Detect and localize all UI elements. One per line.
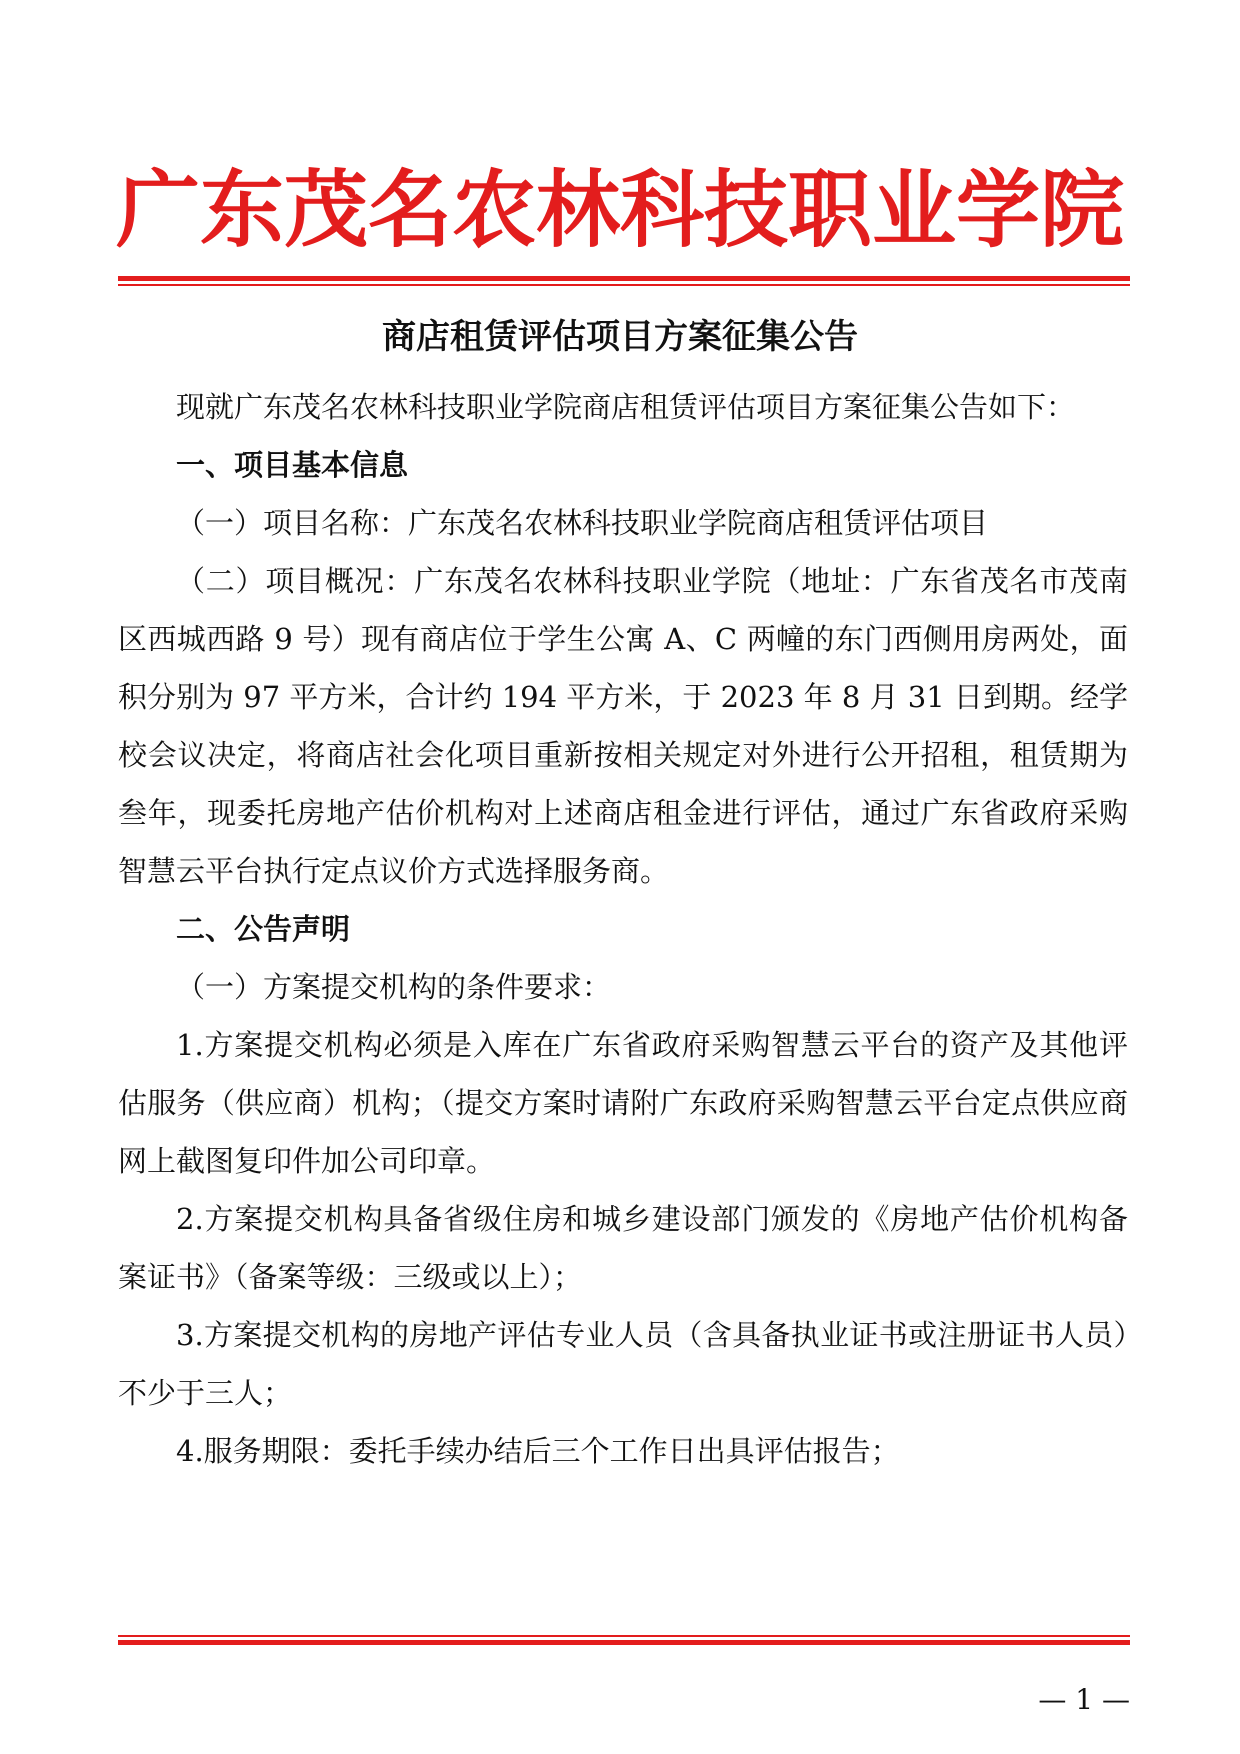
- document-title: 商店租赁评估项目方案征集公告: [382, 317, 858, 357]
- requirement-item-4: 4.服务期限：委托手续办结后三个工作日出具评估报告；: [176, 1434, 900, 1468]
- section-heading-project-info: 一、项目基本信息: [176, 448, 409, 482]
- intro-paragraph: 现就广东茂名农林科技职业学院商店租赁评估项目方案征集公告如下：: [176, 390, 1076, 424]
- footer-divider: [118, 1635, 1130, 1645]
- requirement-item-2: 2.方案提交机构具备省级住房和城乡建设部门颁发的《房地产估价机构备案证书》（备案等级：三级或以上）；: [118, 1202, 1128, 1294]
- section-heading-announcement: 二、公告声明: [176, 912, 351, 946]
- header-divider: [118, 276, 1130, 286]
- requirement-item-1: 1.方案提交机构必须是入库在广东省政府采购智慧云平台的资产及其他评估服务（供应商）机构；（提交方案时请附广东政府采购智慧云平台定点供应商网上截图复印件加公司印章。: [118, 1028, 1128, 1178]
- requirement-item-3: 3.方案提交机构的房地产评估专业人员（含具备执业证书或注册证书人员）不少于三人；: [118, 1318, 1128, 1410]
- institution-header: 广东茂名农林科技职业学院: [115, 160, 1124, 259]
- requirements-intro-paragraph: （一）方案提交机构的条件要求：: [176, 970, 612, 1004]
- page-number: — 1 —: [1038, 1683, 1130, 1716]
- project-overview-paragraph: （二）项目概况：广东茂名农林科技职业学院（地址：广东省茂名市茂南区西城西路 9 号）现有商店位于学生公寓 A、C 两幢的东门西侧用房两处，面积分别为 97 平方米，合计约 194 平方米，于 2023 年 8 月 31 日到期。经学校会议决定，将商店社会化项目重新按相关规定对外进行公开招租，租赁期为叁年，现委托房地产估价机构对上述商店租金进行评估，通过广东省政府采购智慧云平台执行定点议价方式选择服务商。: [118, 564, 1128, 888]
- document-body: [118, 378, 1128, 1480]
- project-name-paragraph: （一）项目名称：广东茂名农林科技职业学院商店租赁评估项目: [176, 506, 989, 540]
